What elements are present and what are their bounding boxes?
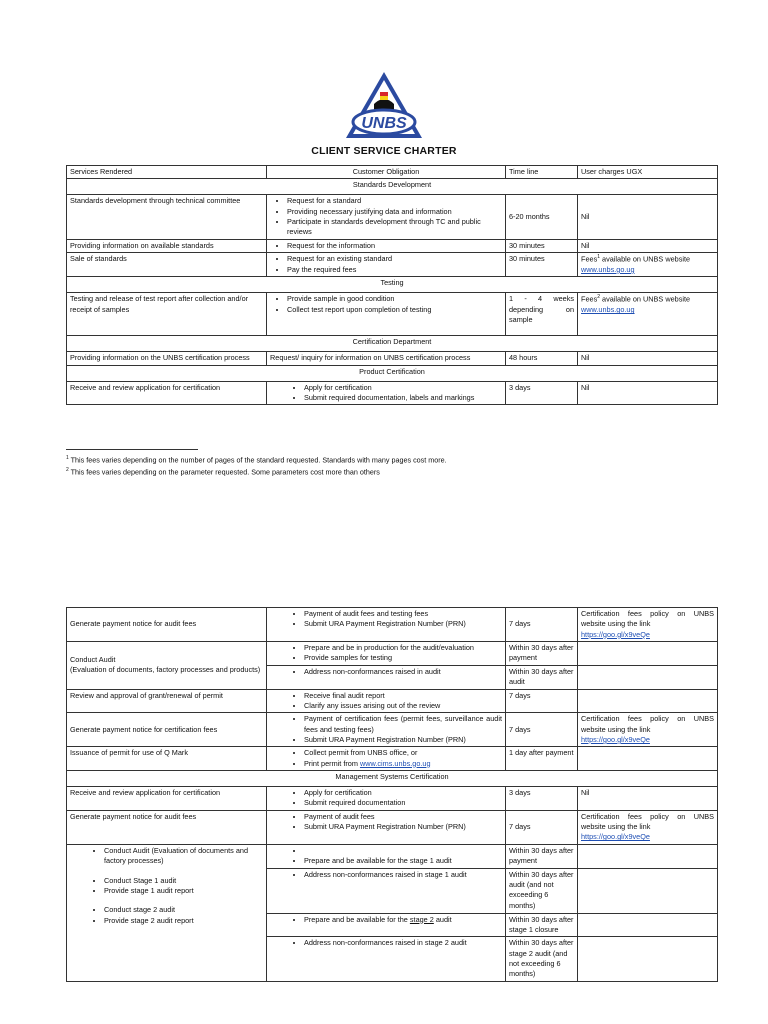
service-charter-table-2: [66, 607, 718, 982]
list-item: • Pay the required fees: [287, 265, 502, 275]
section-standards-development: Standards Development: [67, 179, 718, 195]
charge-cell: [578, 810, 718, 844]
charge-cell: [578, 937, 718, 981]
fees-label: Fees: [581, 254, 598, 264]
list-item: [304, 915, 502, 925]
header-timeline: Time line: [506, 166, 578, 179]
timeline-cell: 3 days: [506, 787, 578, 811]
fee-policy-text: Certification fees policy on UNBS website using the link: [581, 609, 714, 629]
obligation-cell: [267, 689, 506, 713]
section-certification-department: Certification Department: [67, 336, 718, 352]
fees-label: Fees: [581, 294, 598, 304]
header-services: Services Rendered: [67, 166, 267, 179]
table-row: [67, 608, 718, 642]
fee-policy-link[interactable]: https://goo.gl/x9veQe: [581, 832, 650, 842]
list-item: • Request for an existing standard: [287, 254, 502, 264]
obligation-cell: [267, 810, 506, 844]
timeline-cell: Within 30 days after audit (and not exceeding 6 months): [506, 868, 578, 913]
service-charter-table-1: [66, 165, 718, 405]
list-item: • Provide samples for testing: [304, 653, 502, 663]
unbs-website-link[interactable]: www.unbs.go.ug: [581, 305, 635, 315]
obligation-cell: [267, 195, 506, 239]
service-cell: [67, 642, 267, 689]
obligation-cell: [267, 608, 506, 642]
obligation-cell: [267, 844, 506, 868]
charge-cell: [578, 747, 718, 771]
table-row: [67, 239, 718, 252]
obligation-cell: [267, 747, 506, 771]
ob-text-underlined: stage 2: [409, 914, 434, 924]
timeline-cell: 7 days: [506, 608, 578, 642]
service-cell: Receive and review application for certification: [67, 381, 267, 405]
list-item: • Conduct stage 2 audit: [104, 905, 263, 915]
table-row: [67, 381, 718, 405]
service-cell: Providing information on the UNBS certification process: [67, 352, 267, 365]
obligation-cell: [267, 293, 506, 336]
timeline-cell: 7 days: [506, 689, 578, 713]
timeline-cell: 6-20 months: [506, 195, 578, 239]
list-item: • Payment of audit fees: [304, 812, 502, 822]
service-cell: Receive and review application for certification: [67, 787, 267, 811]
footnote-ref: 2: [597, 294, 601, 301]
table-row: [67, 810, 718, 844]
obligation-cell: [267, 253, 506, 277]
service-cell: Generate payment notice for certification fees: [67, 713, 267, 747]
section-product-certification: Product Certification: [67, 365, 718, 381]
cims-link[interactable]: www.cims.unbs.go.ug: [359, 758, 431, 768]
table-row: [67, 352, 718, 365]
list-item: • Address non-conformances raised in stage 1 audit: [304, 870, 502, 880]
list-item: • Collect test report upon completion of testing: [287, 305, 502, 315]
service-cell: Testing and release of test report after collection and/or receipt of samples: [67, 293, 267, 336]
obligation-cell: [267, 868, 506, 913]
timeline-cell: Within 30 days after payment: [506, 844, 578, 868]
page-title: CLIENT SERVICE CHARTER: [311, 145, 457, 157]
fee-policy-text: Certification fees policy on UNBS website using the link: [581, 811, 714, 832]
list-item: • Prepare and be in production for the audit/evaluation: [304, 643, 502, 653]
obligation-cell: [267, 239, 506, 252]
footnote-1: [66, 455, 447, 464]
list-item: • Conduct Stage 1 audit: [104, 876, 263, 886]
fee-policy-text: Certification fees policy on UNBS website using the link: [581, 714, 714, 734]
list-item: • Clarify any issues arising out of the review: [304, 701, 502, 711]
list-item: • Submit URA Payment Registration Number (PRN): [304, 735, 502, 745]
timeline-cell: 1 - 4 weeks depending on sample: [506, 293, 578, 336]
timeline-cell: Within 30 days after audit: [506, 665, 578, 689]
list-item: • Provide stage 1 audit report: [104, 886, 263, 896]
charge-cell: [578, 642, 718, 666]
ob-text: Prepare and be available for the: [304, 914, 410, 924]
table-header-row: [67, 166, 718, 179]
service-cell: Review and approval of grant/renewal of permit: [67, 689, 267, 713]
timeline-cell: 30 minutes: [506, 253, 578, 277]
charge-cell: Nil: [578, 352, 718, 365]
service-detail: (Evaluation of documents, factory processes and products): [70, 665, 261, 675]
section-testing: Testing: [67, 277, 718, 293]
list-item: • Payment of audit fees and testing fees: [304, 609, 502, 619]
timeline-cell: Within 30 days after stage 1 closure: [506, 913, 578, 937]
charge-cell: Nil: [578, 787, 718, 811]
charge-cell: [578, 689, 718, 713]
table-row: [67, 293, 718, 336]
timeline-cell: 30 minutes: [506, 239, 578, 252]
obligation-cell: [267, 381, 506, 405]
charge-cell: Nil: [578, 381, 718, 405]
footnote-ref: 1: [597, 254, 601, 261]
header-charges: User charges UGX: [578, 166, 718, 179]
unbs-website-link[interactable]: www.unbs.go.ug: [581, 264, 635, 274]
timeline-cell: 7 days: [506, 713, 578, 747]
footnote-number: 2: [66, 467, 69, 473]
table-row: [67, 642, 718, 666]
obligation-cell: [267, 937, 506, 981]
service-cell: Providing information on available standards: [67, 239, 267, 252]
list-item: • Submit URA Payment Registration Number (PRN): [304, 822, 502, 832]
charge-cell: [578, 713, 718, 747]
timeline-cell: Within 30 days after payment: [506, 642, 578, 666]
fees-text: available on UNBS website: [600, 294, 691, 304]
list-item: • Submit required documentation, labels and markings: [304, 393, 502, 403]
service-title: Conduct Audit: [70, 654, 116, 664]
print-permit-text: Print permit from: [304, 758, 360, 768]
obligation-cell: [267, 913, 506, 937]
table-row: [67, 689, 718, 713]
list-item: • Receive final audit report: [304, 691, 502, 701]
unbs-logo: [344, 70, 424, 140]
list-item: • Apply for certification: [304, 383, 502, 393]
charge-cell: [578, 253, 718, 277]
table-row: [67, 747, 718, 771]
service-cell: [67, 844, 267, 981]
table-row: [67, 713, 718, 747]
service-cell: Sale of standards: [67, 253, 267, 277]
charge-cell: [578, 844, 718, 868]
footnote-text: This fees varies depending on the parameter requested. Some parameters cost more than others: [68, 467, 380, 477]
logo-text: UNBS: [361, 115, 407, 132]
timeline-cell: 1 day after payment: [506, 747, 578, 771]
footnote-divider: [66, 449, 198, 450]
list-item: • Apply for certification: [304, 788, 502, 798]
timeline-cell: 7 days: [506, 810, 578, 844]
timeline-cell: 48 hours: [506, 352, 578, 365]
list-item: • Provide stage 2 audit report: [104, 916, 263, 926]
service-cell: Generate payment notice for audit fees: [67, 810, 267, 844]
charge-cell: [578, 913, 718, 937]
header-obligation: Customer Obligation: [267, 166, 506, 179]
footnote-number: 1: [66, 455, 69, 461]
service-cell: Standards development through technical committee: [67, 195, 267, 239]
timeline-cell: Within 30 days after stage 2 audit (and not exceeding 6 months): [506, 937, 578, 981]
charge-cell: [578, 608, 718, 642]
list-item: • Conduct Audit (Evaluation of documents and factory processes): [104, 846, 263, 867]
obligation-cell: [267, 787, 506, 811]
list-item: [304, 846, 502, 856]
charge-cell: [578, 665, 718, 689]
table-row: [67, 844, 718, 868]
list-item: • Request for a standard: [287, 196, 502, 206]
list-item: • Prepare and be available for the stage 1 audit: [304, 856, 502, 866]
footnote-text: This fees varies depending on the number of pages of the standard requested. Standards with many pages cost more.: [68, 455, 447, 465]
service-cell: Generate payment notice for audit fees: [67, 608, 267, 642]
obligation-cell: [267, 713, 506, 747]
fee-policy-link[interactable]: https://goo.gl/x9veQe: [581, 734, 650, 744]
table-row: [67, 787, 718, 811]
list-item: • Address non-conformances raised in stage 2 audit: [304, 938, 502, 948]
obligation-cell: [267, 642, 506, 666]
list-item: • Collect permit from UNBS office, or: [304, 748, 502, 758]
list-item: • Participate in standards development through TC and public reviews: [287, 217, 502, 238]
table-row: [67, 253, 718, 277]
footnote-2: [66, 467, 380, 476]
charge-cell: Nil: [578, 195, 718, 239]
charge-cell: [578, 293, 718, 336]
table-row: [67, 195, 718, 239]
list-item: • Payment of certification fees (permit fees, surveillance audit fees and testing fees): [304, 714, 502, 735]
list-item: • Address non-conformances raised in audit: [304, 667, 502, 677]
service-cell: Issuance of permit for use of Q Mark: [67, 747, 267, 771]
charge-cell: Nil: [578, 239, 718, 252]
list-item: • Provide sample in good condition: [287, 294, 502, 304]
fees-text: available on UNBS website: [600, 254, 691, 264]
list-item: • Submit URA Payment Registration Number (PRN): [304, 619, 502, 629]
timeline-cell: 3 days: [506, 381, 578, 405]
list-item: • Providing necessary justifying data and information: [287, 207, 502, 217]
list-item: • Request for the information: [287, 241, 502, 251]
charge-cell: [578, 868, 718, 913]
obligation-cell: [267, 665, 506, 689]
ob-text: audit: [433, 914, 452, 924]
obligation-cell: Request/ inquiry for information on UNBS certification process: [267, 352, 506, 365]
list-item: [304, 759, 502, 769]
list-item: • Submit required documentation: [304, 798, 502, 808]
section-management-systems-certification: Management Systems Certification: [67, 771, 718, 787]
fee-policy-link[interactable]: https://goo.gl/x9veQe: [581, 629, 650, 639]
